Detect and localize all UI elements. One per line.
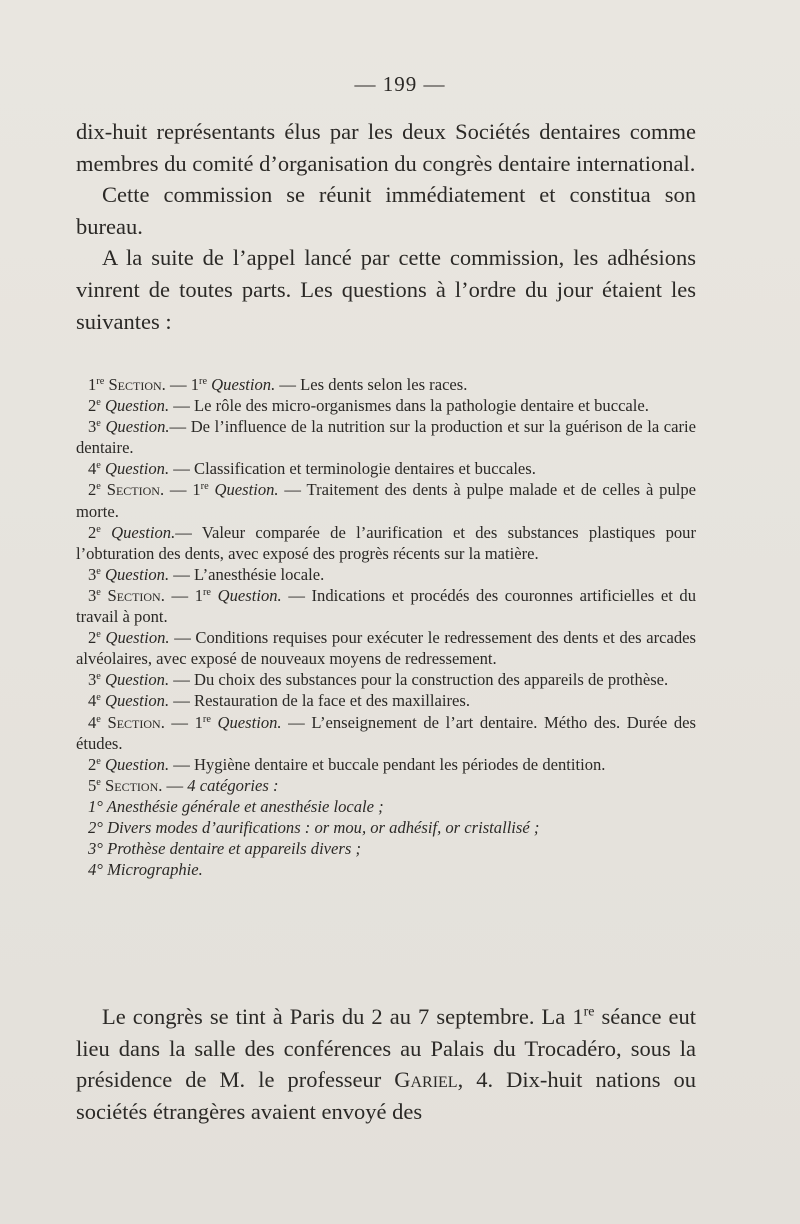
question-label: Question. (105, 670, 170, 690)
question-list (76, 374, 696, 880)
question-text: Restauration de la face et des maxillaires. (194, 691, 470, 711)
question-label: Question. (105, 417, 170, 437)
question-label: Question. (105, 628, 170, 648)
list-item-s2-q2: 2e Question.— Valeur comparée de l’aurification et des substances plastiques pour l’obturation des dents, avec exposé des progrès récents sur la matière. (76, 522, 696, 563)
question-label: Question. (105, 459, 170, 479)
list-item-s3-q3: 3e Question. — Du choix des substances pour la construction des appareils de prothèse. (88, 670, 669, 690)
question-text: L’anesthésie locale. (194, 564, 325, 584)
top-text-block (76, 116, 696, 337)
list-item-s3-q2: 2e Question. — Conditions requises pour exécuter le redressement des dents et des arcades alvéolaires, avec exposé de nouveaux moyens de redressement. (76, 628, 696, 669)
question-text: Valeur comparée de l’aurification et des substances plastiques pour l’obturation des dents, avec exposé des progrès récents sur la matière. (76, 522, 696, 563)
list-item-section-4: 4e Section. — 1re Question. — L’enseignement de l’art dentaire. Métho des. Durée des études. (76, 712, 697, 753)
question-text: Traitement des dents à pulpe malade et de celles à pulpe morte. (76, 480, 697, 521)
question-label: Question. (105, 564, 170, 584)
category-item: 3° Prothèse dentaire et appareils divers ; (88, 839, 362, 859)
list-item-s4-q2: 2e Question. — Hygiène dentaire et buccale pendant les périodes de dentition. (88, 754, 606, 774)
section-label: Section. (108, 375, 166, 394)
paragraph-adhesions: A la suite de l’appel lancé par cette commission, les adhésions vinrent de toutes parts. Les questions à l’ordre du jour étaient les suivantes : (76, 245, 696, 334)
question-text: Indications et procédés des couronnes artificielles et du travail à pont. (76, 585, 697, 627)
professor-name: Gariel (394, 1067, 458, 1093)
category-item: 1° Anesthésie générale et anesthésie locale ; (88, 796, 384, 816)
category-item: 2° Divers modes d’aurifications : or mou, or adhésif, or cristallisé ; (88, 817, 540, 837)
question-text: Hygiène dentaire et buccale pendant les périodes de dentition. (194, 754, 606, 774)
ordinal-number: 1 (88, 375, 97, 394)
question-text: Du choix des substances pour la construction des appareils de prothèse. (194, 670, 669, 690)
list-item-s3-q4: 4e Question. — Restauration de la face et des maxillaires. (88, 691, 470, 711)
question-text: De l’influence de la nutrition sur la production et sur la guérison de la carie dentaire. (76, 417, 697, 458)
paragraph-commission: Cette commission se réunit immédiatement et constitua son bureau. (76, 182, 696, 239)
question-label: Question. (217, 712, 282, 732)
question-label: Question. (214, 480, 279, 500)
page-number: — 199 — (354, 72, 446, 96)
question-label: Question. (217, 585, 282, 605)
list-item-s1-q4: 4e Question. — Classification et terminologie dentaires et buccales. (88, 459, 536, 479)
paragraph-congres: Le congrès se tint à Paris du 2 au 7 septembre. La 1re séance eut lieu dans la salle des conférences au Palais du Trocadéro, sous la présidence de M. le professeur Gariel, 4. Dix-huit nations ou sociétés étrangères avaient envoyé des (76, 1004, 697, 1124)
list-item-s2-q3: 3e Question. — L’anesthésie locale. (88, 564, 325, 584)
section-label: Section. (106, 480, 165, 500)
question-label: Question. (105, 396, 170, 416)
ordinal-number: 1 (190, 375, 200, 394)
section-label: Section. (107, 585, 165, 605)
question-text: L’enseignement de l’art dentaire. Métho des. Durée des études. (76, 712, 697, 753)
ordinal-suffix: re (96, 375, 105, 387)
section-label: Section. (105, 775, 163, 795)
question-label: Question. (111, 522, 176, 542)
list-item-section-3: 3e Section. — 1re Question. — Indications et procédés des couronnes artificielles et du travail à pont. (76, 585, 697, 627)
question-text: Le rôle des micro-organismes dans la pathologie dentaire et buccale. (194, 396, 649, 416)
list-item-section-1: 1re Section. — 1re Question. — Les dents selon les races. (88, 375, 468, 394)
question-text: Les dents selon les races. (300, 375, 468, 394)
list-item-section-5: 5e Section. — 4 catégories : (88, 775, 279, 795)
question-label: Question. (211, 375, 276, 394)
question-label: Question. (105, 691, 170, 711)
question-text: Classification et terminologie dentaires et buccales. (194, 459, 536, 479)
ordinal-suffix: re (199, 375, 208, 387)
category-item: 4° Micrographie. (88, 860, 203, 880)
question-label: Question. (105, 754, 170, 774)
bottom-text-block (76, 1001, 696, 1127)
list-item-s1-q2: 2e Question. — Le rôle des micro-organismes dans la pathologie dentaire et buccale. (88, 396, 649, 416)
question-text: Conditions requises pour exécuter le redressement des dents et des arcades alvéolaires, avec exposé de nouveaux moyens de redressement. (76, 628, 696, 669)
list-item-section-2: 2e Section. — 1re Question. — Traitement des dents à pulpe malade et de celles à pulpe morte. (76, 480, 697, 521)
categories-label: 4 catégories : (187, 775, 279, 795)
paragraph-representants: dix-huit représentants élus par les deux Sociétés dentaires comme membres du comité d’organisation du congrès dentaire international. (76, 119, 696, 176)
section-label: Section. (107, 712, 165, 732)
list-item-s1-q3: 3e Question.— De l’influence de la nutrition sur la production et sur la guérison de la carie dentaire. (76, 417, 697, 458)
